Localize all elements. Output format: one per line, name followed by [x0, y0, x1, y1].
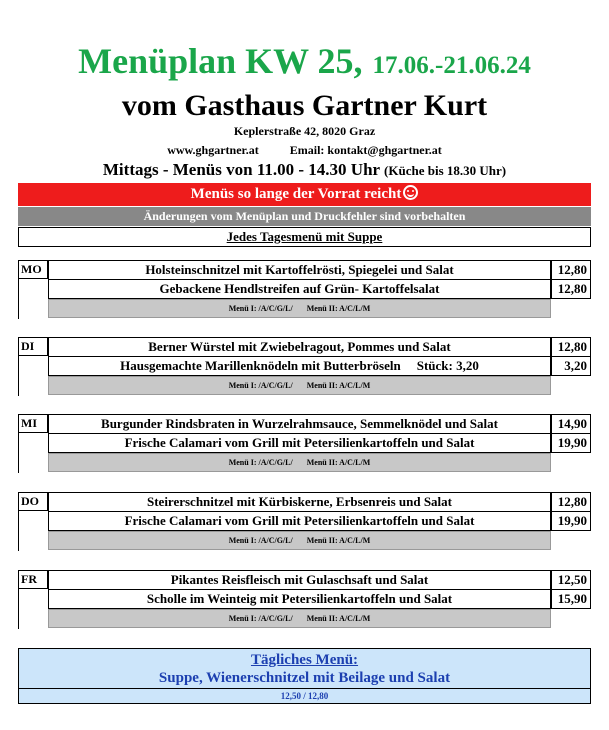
day-block-do: [18, 492, 591, 551]
soup-notice-text: Jedes Tagesmenü mit Suppe: [226, 229, 383, 244]
lunch-hours-text: Mittags - Menüs von 11.00 - 14.30 Uhr: [102, 160, 380, 179]
restaurant-address: Keplerstraße 42, 8020 Graz: [233, 124, 376, 138]
price-2: 19,90: [551, 511, 591, 531]
allergen-menu-2: Menü II: A/C/L/M: [306, 536, 371, 545]
price-2: 12,80: [551, 279, 591, 299]
stock-notice-text: Menüs so lange der Vorrat reicht: [190, 186, 402, 202]
allergen-info: [48, 453, 551, 472]
lunch-hours: [0, 160, 609, 180]
dish-2: [48, 356, 551, 376]
day-divider: [18, 511, 19, 551]
kitchen-hours-text: (Küche bis 18.30 Uhr): [384, 163, 507, 178]
allergen-menu-2: Menü II: A/C/L/M: [306, 458, 371, 467]
day-block-mi: [18, 414, 591, 473]
day-label: FR: [18, 570, 48, 589]
disclaimer-banner: Änderungen vom Menüplan und Druckfehler sind vorbehalten: [18, 207, 591, 226]
day-label: DO: [18, 492, 48, 511]
daily-menu-box: [18, 648, 591, 704]
menu-title-week: Menüplan KW 25,: [78, 41, 363, 81]
stock-notice-banner: [18, 183, 591, 206]
allergen-menu-1: Menü I: /A/C/G/L/: [228, 536, 293, 545]
price-2: 15,90: [551, 589, 591, 609]
allergen-info: [48, 609, 551, 628]
allergen-menu-1: Menü I: /A/C/G/L/: [228, 304, 293, 313]
day-divider: [18, 279, 19, 319]
day-label: DI: [18, 337, 48, 356]
day-divider: [18, 589, 19, 629]
dish-1: Holsteinschnitzel mit Kartoffelrösti, Spiegelei und Salat: [48, 260, 551, 280]
allergen-info: [48, 299, 551, 318]
dish-2-piece-price: Stück: 3,20: [416, 358, 479, 373]
daily-menu-price: 12,50 / 12,80: [19, 688, 590, 703]
allergen-menu-2: Menü II: A/C/L/M: [306, 381, 371, 390]
website-text: www.ghgartner.at: [167, 143, 259, 157]
allergen-menu-2: Menü II: A/C/L/M: [306, 304, 371, 313]
dish-2: Gebackene Hendlstreifen auf Grün- Kartoffelsalat: [48, 279, 551, 299]
restaurant-name: vom Gasthaus Gartner Kurt: [121, 89, 488, 122]
price-1: 12,80: [551, 337, 591, 357]
allergen-info: [48, 376, 551, 395]
day-label: MO: [18, 260, 48, 279]
price-2: 3,20: [551, 356, 591, 376]
smiley-icon: [403, 185, 418, 200]
allergen-info: [48, 531, 551, 550]
price-1: 14,90: [551, 414, 591, 434]
dish-2-name: Hausgemachte Marillenknödeln mit Butterbröseln: [120, 358, 401, 373]
day-block-fr: [18, 570, 591, 629]
price-1: 12,80: [551, 260, 591, 280]
price-1: 12,50: [551, 570, 591, 590]
price-2: 19,90: [551, 433, 591, 453]
soup-notice: [18, 227, 591, 247]
allergen-menu-1: Menü I: /A/C/G/L/: [228, 614, 293, 623]
dish-2: Frische Calamari vom Grill mit Petersilienkartoffeln und Salat: [48, 433, 551, 453]
daily-menu-title: Tägliches Menü:: [250, 652, 359, 668]
daily-menu-description: Suppe, Wienerschnitzel mit Beilage und Salat: [158, 670, 451, 686]
dish-1: Burgunder Rindsbraten in Wurzelrahmsauce, Semmelknödel und Salat: [48, 414, 551, 434]
menu-title-dates: 17.06.-21.06.24: [372, 52, 531, 79]
day-block-di: [18, 337, 591, 396]
dish-1: Pikantes Reisfleisch mit Gulaschsaft und Salat: [48, 570, 551, 590]
allergen-menu-2: Menü II: A/C/L/M: [306, 614, 371, 623]
day-divider: [18, 356, 19, 396]
dish-2: Frische Calamari vom Grill mit Petersilienkartoffeln und Salat: [48, 511, 551, 531]
day-divider: [18, 433, 19, 473]
dish-1: Berner Würstel mit Zwiebelragout, Pommes und Salat: [48, 337, 551, 357]
day-label: MI: [18, 414, 48, 433]
day-block-mo: [18, 260, 591, 319]
dish-2: Scholle im Weinteig mit Petersilienkartoffeln und Salat: [48, 589, 551, 609]
price-1: 12,80: [551, 492, 591, 512]
contact-line: [0, 143, 609, 158]
email-text: Email: kontakt@ghgartner.at: [289, 143, 442, 157]
allergen-menu-1: Menü I: /A/C/G/L/: [228, 381, 293, 390]
menu-title: [0, 40, 609, 82]
allergen-menu-1: Menü I: /A/C/G/L/: [228, 458, 293, 467]
dish-1: Steirerschnitzel mit Kürbiskerne, Erbsenreis und Salat: [48, 492, 551, 512]
